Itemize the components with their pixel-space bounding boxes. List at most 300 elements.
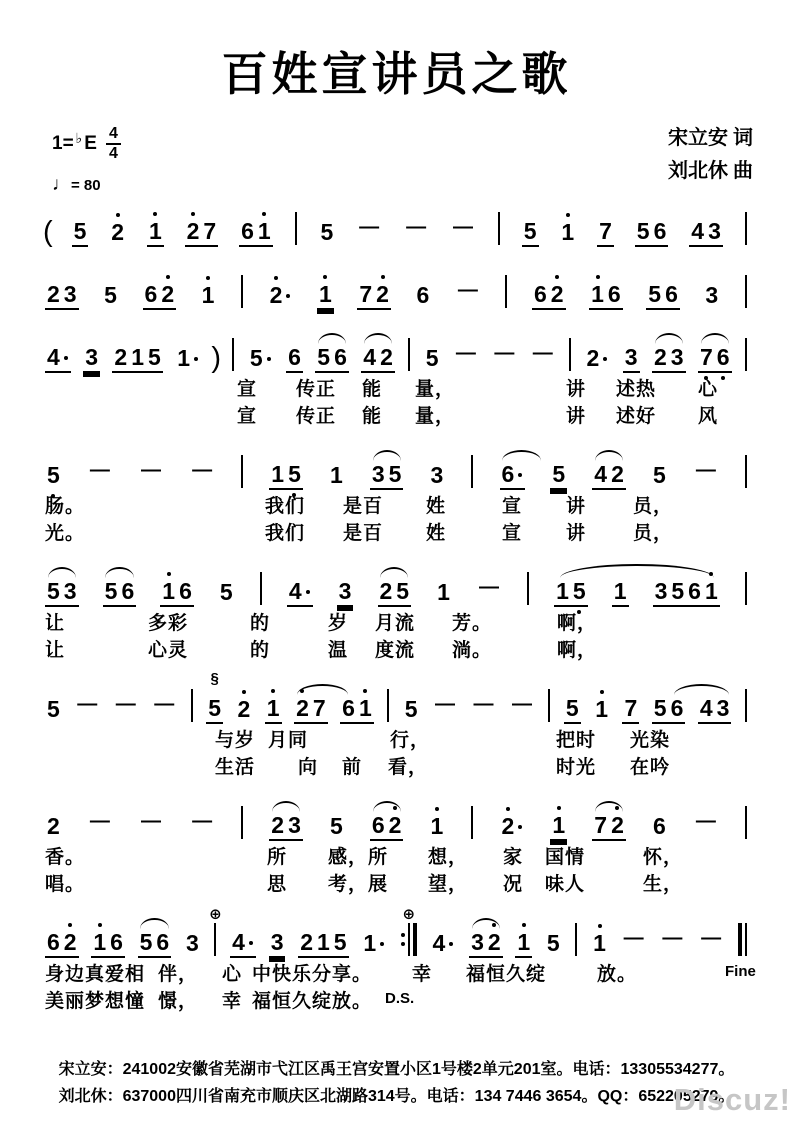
note [592,453,609,486]
bar-stroke [745,923,747,956]
note [370,804,387,837]
note [143,273,160,306]
beam-group [651,805,668,841]
note-digit: 5 [546,930,560,956]
rest-dash: — [406,216,427,238]
note-digit: 5 [320,219,334,245]
note-digit: 3 [338,578,352,604]
note [129,336,146,369]
note-cell [550,804,567,841]
lyric-syllable: 度流 [375,640,416,661]
note-digit: 1 [318,281,332,307]
note-digit: 5 [104,578,118,604]
lyric-row [0,724,793,751]
rest-dash: — [452,216,473,238]
lyric-syllable: 讲 [566,406,587,427]
barline [548,689,550,724]
note-cell [143,273,177,310]
note [653,570,670,603]
note-digit: 2 [487,929,501,955]
lyric-syllable: 与岁 [215,730,256,751]
rest-dash: — [455,342,476,364]
note-digit: 3 [63,281,77,307]
barline [241,455,243,490]
note-digit: 5 [317,344,331,370]
note [294,687,311,720]
score-line [0,259,793,310]
note [119,570,136,603]
beam-group [45,805,62,841]
note-cell [83,336,100,373]
note-digit: 6 [121,578,135,604]
beam-group [515,921,532,958]
notation-row [0,439,793,490]
rest-dash: — [532,342,553,364]
note [298,921,315,954]
lyric-syllable: 员， [633,496,674,517]
note-digit: 4 [594,461,608,487]
beam-group [138,921,172,958]
lyric-syllable: 幸 [222,991,243,1012]
beam-group [340,687,374,724]
notation-row [0,670,793,724]
note [201,210,218,243]
lyric-syllable: 光。 [45,523,86,544]
beam-group [45,454,62,490]
note [370,453,387,486]
note-digit: 1 [591,281,604,307]
note [646,273,663,306]
note-digit: 1 [93,929,107,955]
note-cell [45,805,62,841]
note-cell [45,273,79,310]
lyric-syllable: 味人 [545,874,586,895]
octave-dot [194,357,198,361]
lyric-syllable: 把时 [556,730,597,751]
note [45,688,62,721]
note-digit: 6 [47,929,60,955]
note-cell [109,211,126,247]
note-digit: 2 [550,281,564,307]
notation-row [0,907,793,958]
note-digit: 1 [363,930,377,956]
note-digit: 4 [699,695,713,721]
note-cell [294,687,328,724]
octave-dot-slot [153,210,157,218]
augmentation-dot [306,590,311,594]
note [429,805,446,838]
bar-stroke [575,923,577,956]
lyric-syllable: 能 [362,379,383,400]
note [378,336,395,369]
note-cell [230,921,256,958]
lyric-syllable: 啊， [557,640,598,661]
lyric-syllable: 宣 [237,379,258,400]
note-cell [370,804,404,841]
note-cell [653,570,720,607]
lyric-syllable: 望， [428,874,469,895]
barline [569,338,571,373]
octave-dot [363,689,367,693]
note [357,687,374,720]
note-cell [160,570,194,607]
lyric-row [0,868,793,895]
note-cell [515,921,532,958]
barline [241,275,243,310]
lyric-row [0,517,793,544]
octave-dot-slot [262,210,266,218]
note-cell [469,921,503,958]
note-cell [102,274,119,310]
note-cell [218,571,235,607]
lyric-syllable: 温 [328,640,349,661]
note [374,273,391,306]
note-digit: 5 [396,578,410,604]
rest-dash: — [662,927,683,949]
note-digit: 2 [47,813,60,839]
note [45,273,62,306]
lyric-syllable: 讲 [566,523,587,544]
beam-group [469,921,503,958]
lyric-syllable: 唱。 [45,874,86,895]
note-digit: 1 [329,462,343,488]
lyric-syllable: 憬， [158,991,199,1012]
rest-dash: — [89,810,110,832]
beam-group [522,210,539,247]
note [332,921,349,954]
note [91,921,108,954]
note-cell [239,210,273,247]
beam-group [361,336,395,373]
note [154,921,171,954]
note-digit: 2 [379,578,393,604]
note-digit: 3 [705,282,719,308]
note-digit: 5 [329,813,343,839]
octave-dot-slot [166,273,170,281]
lyric-syllable: 多彩 [148,613,189,634]
beam-group [424,337,441,373]
note-cell [622,687,639,724]
beam-group [403,688,420,724]
note [622,687,639,720]
beam-group [112,336,162,373]
note-cell [378,570,412,607]
note-digit: 5 [333,929,347,955]
lyric-syllable: 在吟 [630,757,671,778]
beam-group [361,922,387,958]
note-cell [403,688,420,724]
lyric-syllable: 况 [503,874,524,895]
bar-stroke [295,212,297,245]
note-digit: 2 [47,281,60,307]
lyric-syllable: 行， [390,730,431,751]
note-cell [500,453,526,490]
note-digit: 1 [556,578,569,604]
octave-dot-slot [557,804,561,812]
bar-stroke [738,923,742,956]
note-digit: 6 [156,929,170,955]
note [311,687,328,720]
octave-dot [267,357,271,361]
note-digit: 6 [653,218,667,244]
note [332,336,349,369]
augmentation-dot [194,357,199,361]
octave-dot-slot [167,570,171,578]
octave-dot [167,572,171,576]
note [287,570,304,603]
octave-dot [153,212,157,216]
note-digit: 6 [144,281,158,307]
note [62,921,79,954]
note [230,921,247,954]
barline [471,806,473,841]
octave-dot-slot [566,211,570,219]
note-cell [550,453,567,490]
beam-group [500,805,526,841]
lyric-syllable: 姓 [426,523,447,544]
lyricist-credit: 宋立安 词 [668,127,753,149]
note [317,273,334,306]
note-digit: 5 [104,282,117,308]
note-cell [651,805,668,841]
octave-dot [68,923,72,927]
note-digit: 5 [47,696,60,722]
beam-group [286,336,303,373]
note-digit: 2 [186,218,200,244]
note-cell [286,336,303,373]
octave-dot [555,275,559,279]
beam-group [45,688,62,724]
octave-dot [506,807,510,811]
note-cell [361,336,395,373]
beam-group [318,211,335,247]
beam-group [239,210,273,247]
note [269,453,286,486]
beam-group [585,337,611,373]
lyric-syllable: 福恒久绽放。 [252,991,373,1012]
bar-stroke [745,572,747,605]
beam-group [328,454,345,490]
note [45,570,62,603]
note-digit: 1 [201,282,215,308]
octave-dot [435,807,439,811]
beam-group [265,687,282,724]
beam-group [206,687,223,724]
octave-dot-slot [242,688,246,696]
lyric-syllable: 肠。 [45,496,86,517]
note [703,570,720,603]
note [184,922,201,955]
note-digit: 6 [688,578,701,604]
note-cell [268,274,294,310]
time-bottom: 4 [108,145,118,162]
beam-group [298,921,348,958]
beam-group [592,804,626,841]
note-cell [564,687,581,724]
lyric-syllable: 淌。 [452,640,493,661]
note-digit: 2 [161,281,175,307]
note [394,570,411,603]
note-cell [646,273,680,310]
octave-dot [306,590,310,594]
score-line [0,439,793,544]
note-digit: 2 [611,461,624,487]
beam-group [230,921,256,958]
note-digit: 7 [599,218,612,244]
note-cell [689,210,723,247]
note-cell [414,274,431,310]
lyric-syllable: 光染 [630,730,671,751]
note-digit: 1 [148,218,162,244]
note [315,921,332,954]
octave-dot [380,942,384,946]
beam-group [370,453,404,490]
note-digit: 5 [388,461,402,487]
beam-group [653,570,720,607]
note-digit: 5 [552,461,566,487]
note-digit: 3 [185,930,199,956]
note [593,688,610,721]
note-digit: 2 [611,812,624,838]
note-digit: 7 [203,218,217,244]
lyric-syllable: 美丽梦想憧 [45,991,146,1012]
note [185,210,202,243]
note [239,210,256,243]
note-digit: 7 [594,812,608,838]
beam-group [184,922,201,958]
beam-group [357,273,391,310]
composer-credit: 刘北休 曲 [668,160,753,182]
note-digit: 1 [595,696,608,722]
note [669,336,686,369]
note-cell [429,805,446,841]
note-digit: 1 [317,929,330,955]
note-cell [269,453,303,490]
barline [745,275,747,310]
note-cell [429,454,446,490]
lyric-syllable: 放。 [597,964,638,985]
note-digit: 1 [430,813,444,839]
barline [745,689,747,724]
lyric-syllable: 所 [267,847,288,868]
beam-group [545,922,562,958]
lyric-syllable: 生活 [215,757,256,778]
note-cell [328,805,345,841]
bar-stroke [548,689,550,722]
octave-dot-slot [363,687,367,695]
note-cell [500,805,526,841]
note-digit: 4 [288,578,302,604]
note [102,274,119,307]
note-digit: 1 [358,695,372,721]
octave-dot [64,356,68,360]
lyric-row [0,958,793,985]
lyric-row [0,373,793,400]
note-digit: 1 [257,218,271,244]
note-digit: 1 [131,344,144,370]
lyric-syllable: 让 [45,613,66,634]
octave-dot-slot [435,805,439,813]
note-cell [45,688,62,724]
note-digit: 2 [653,344,667,370]
lyric-syllable: 宣 [502,523,523,544]
beam-group [147,210,164,247]
lyric-row [0,985,793,1012]
lyric-syllable: 思 [267,874,288,895]
note-digit: 3 [288,812,301,838]
key-letter: E [84,133,97,154]
note-digit: 2 [501,813,515,839]
note-digit: 3 [270,929,284,955]
note [45,805,62,838]
rest-dash: — [511,693,532,715]
rest-dash: — [192,810,213,832]
beam-group [337,570,354,607]
barline [745,806,747,841]
note-cell [328,454,345,490]
rest-dash: — [89,459,110,481]
lyric-syllable: 的 [250,640,271,661]
note-cell [318,211,335,247]
note-digit: 5 [572,578,586,604]
lyric-syllable: 传正 [296,379,337,400]
credits [668,122,753,188]
note-digit: 4 [232,929,245,955]
coda-icon: ⊕ [209,906,222,923]
note [159,273,176,306]
octave-dot [401,942,405,946]
lyric-row [0,634,793,661]
note-digit: 1 [517,929,531,955]
lyric-syllable: 讲 [566,496,587,517]
note-digit: 3 [716,695,730,721]
octave-dot-slot [393,804,397,812]
beam-group [370,804,404,841]
lyric-syllable: 量， [415,406,456,427]
repeat-dots [401,923,405,956]
lyric-syllable: 前 [342,757,363,778]
time-signature [106,126,121,162]
lyric-syllable: 宣 [237,406,258,427]
note-digit: 6 [288,344,301,370]
octave-dot [557,806,561,810]
notation-row [0,322,793,373]
beam-group [91,921,125,958]
beam-group [431,922,457,958]
octave-dot-slot [600,688,604,696]
beam-group [622,687,639,724]
note-digit: 6 [110,929,123,955]
octave-dot [262,212,266,216]
score-line [0,196,793,247]
note [357,273,374,306]
notation-row [0,196,793,247]
rest-dash: — [77,693,98,715]
note-cell [248,337,274,373]
note-cell [635,210,669,247]
octave-dot-slot [596,273,600,281]
note [318,211,335,244]
song-title: 百姓宣讲员之歌 [221,48,572,100]
beam-group [72,210,89,247]
note-digit: 5 [653,695,667,721]
note [652,210,669,243]
note [265,687,282,720]
octave-dot-slot [68,921,72,929]
lyric-syllable: 风 [698,406,719,427]
octave-dot-slot [206,274,210,282]
lyric-syllable: 中快乐分享。 [252,964,373,985]
